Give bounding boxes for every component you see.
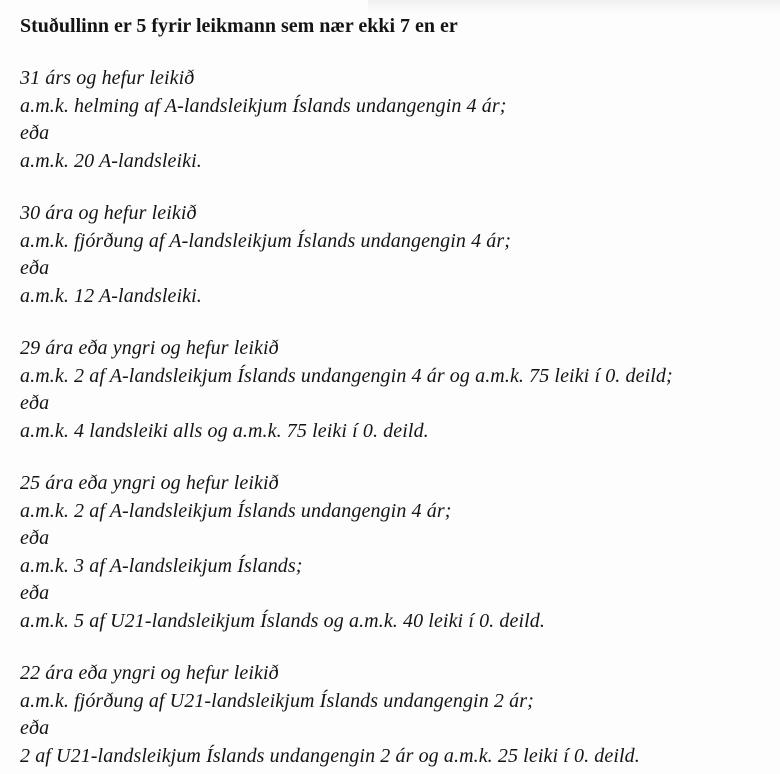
page-title: Stuðullinn er 5 fyrir leikmann sem nær ekki 7 en er: [20, 15, 458, 37]
rule-line: eða: [20, 527, 50, 549]
rule-line: eða: [20, 392, 50, 414]
rule-line: eða: [20, 122, 50, 144]
rule-line: 22 ára eða yngri og hefur leikið: [20, 662, 279, 684]
rule-line: 31 árs og hefur leikið: [20, 67, 195, 89]
rule-line: a.m.k. 12 A-landsleiki.: [20, 284, 202, 307]
rule-paragraph: [20, 65, 760, 175]
rule-line: eða: [20, 717, 50, 739]
rule-line: a.m.k. 3 af A-landsleikjum Íslands;: [20, 554, 303, 577]
rule-line: 25 ára eða yngri og hefur leikið: [20, 472, 279, 494]
rule-line: a.m.k. 20 A-landsleiki.: [20, 149, 202, 172]
rule-line: a.m.k. fjórðung af A-landsleikjum Íslands undangengin 4 ár;: [20, 229, 512, 252]
rule-line: a.m.k. 2 af A-landsleikjum Íslands undangengin 4 ár;: [20, 499, 452, 522]
rule-line: 29 ára eða yngri og hefur leikið: [20, 337, 279, 359]
rule-line: a.m.k. fjórðung af U21-landsleikjum Íslands undangengin 2 ár;: [20, 689, 534, 712]
document-body: [20, 65, 760, 770]
rule-paragraph: [20, 335, 760, 445]
rule-paragraph: [20, 200, 760, 310]
rule-line: a.m.k. 2 af A-landsleikjum Íslands undangengin 4 ár og a.m.k. 75 leiki í 0. deild;: [20, 364, 673, 387]
rule-paragraph: [20, 470, 760, 635]
rule-line: a.m.k. 4 landsleiki alls og a.m.k. 75 leiki í 0. deild.: [20, 419, 429, 442]
rule-line: 2 af U21-landsleikjum Íslands undangengin 2 ár og a.m.k. 25 leiki í 0. deild.: [20, 744, 640, 767]
rule-paragraph: [20, 660, 760, 770]
rule-line: eða: [20, 257, 50, 279]
rule-line: a.m.k. 5 af U21-landsleikjum Íslands og a.m.k. 40 leiki í 0. deild.: [20, 609, 545, 632]
rule-line: 30 ára og hefur leikið: [20, 202, 197, 224]
rule-line: eða: [20, 582, 50, 604]
rule-line: a.m.k. helming af A-landsleikjum Íslands undangengin 4 ár;: [20, 94, 507, 117]
